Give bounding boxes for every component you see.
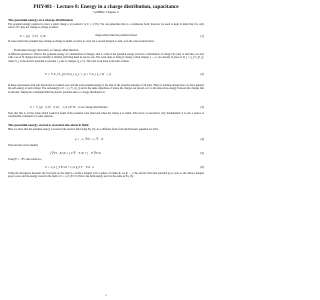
paragraph-2: In cases where the potential does change as charge is added, we have to carry out a second integral to sum, as in the cases treated below. [8,40,155,43]
equation-5-number: (5) [200,151,204,155]
equation-6: U = ε₀/2 ∫_V E² dτ + ε₀/2 ∮_S V ⃗E·d⃗a [45,165,94,169]
paragraph-8: Using ⃗E = −∇V, this reduces to [8,158,42,161]
equation-6-number: (6) [200,165,204,169]
section-heading-1: The potential energy of a charge distribution [8,18,73,22]
paragraph-3: A different question is: What is the potential energy of a distribution of charges, that is, what is the potential energy stored in a distribution of charge? In order to find this, we start with a set of N charges that are initially at infinity and bring them in one by one. The work done to bring in charge j when charges 1 ... j-1 are already in place is W_j = q_j V_j(⃗r_j), where V_j is the electric potential at position r_j due to charges Q_i, i<j. The total work done is the sum of these. [8,53,204,63]
equation-3-number: (3) [200,105,204,109]
paragraph-4: In these expressions each pair interaction is counted once and the total potential energy is the sum of the potential energies of all pairs. There is nothing strange here; we have ignored the self-energy of each charge. The self-energy is U = q_i V_i(r_i) and is the same regardless of where the charges are placed, so it is the interaction energy between the charges that is relevant. Taking the continuum limit the electric potential due to a charge distribution is [8,84,204,94]
paragraph-6: Here we show that the potential energy is stored in the electric field using Eq. (3). As a different form, from the Poisson's equation we write [8,128,159,131]
equation-2: U = ½ Σ_i Σ_{j≠i} k q_i q_j / r_ij = ½ Σ_i q_i V(⃗r_i) [45,72,112,76]
equation-2-number: (2) [200,72,204,76]
equation-5: ∫ ∇·(V⃗E) dτ = ∫ V ∇·⃗E dτ + ∫ ⃗E·∇V dτ [50,151,101,155]
paragraph-1: The potential energy required to place a small charge q at position ⃗r is U = q V(⃗r). We can generalize this to a continuous form; however we need to keep in mind that it is only correct if ⃗r does not change as charge is added. [8,23,204,30]
page-title: PHY481 - Lecture 8: Energy in a charge distribution, capacitance [33,4,179,10]
section-heading-2: The potential energy stored is stored in the electric field [8,123,89,127]
page-subtitle: Griffiths: Chapter 2 [93,10,119,14]
equation-1: U = ∫ ρ(⃗r) V(⃗r) dτ [20,34,46,38]
equation-4: ρ = −ε₀ ∇²V = ε₀ ∇·⃗E [75,137,104,141]
equation-1-number: (1) [200,34,204,38]
equation-1-label: charge added when the potential is fixed [95,34,137,37]
paragraph-7: Then use the vector identity [8,144,39,147]
equation-3: U = ½ ∫ ρ(⃗r) V(⃗r) dτ ; ε₀/2 ∫ E² dτ so as charge distribution [30,105,108,109]
paragraph-9: Using the divergence theorem, the first term on the right is a surface integral over a sphere of radius R. As R → ∞ the electric field and potential go to zero so the surface integral goes to zero and the energy stored in the field is U = ε₀/2 ∫ E² dτ. This is the field energy and it is the same as Eq. (3). [8,172,204,179]
subsection-heading: Potential energy stored in a charge distribution [14,48,79,52]
page-number: 1 [105,293,107,297]
paragraph-5: Note that this is 1/2 the value which would be found if the potential were fixed and when the charge q is added. This factor of one-half is very fundamental; it is also a source of considerable confusion for some students. [8,112,204,119]
equation-4-number: (4) [200,137,204,141]
